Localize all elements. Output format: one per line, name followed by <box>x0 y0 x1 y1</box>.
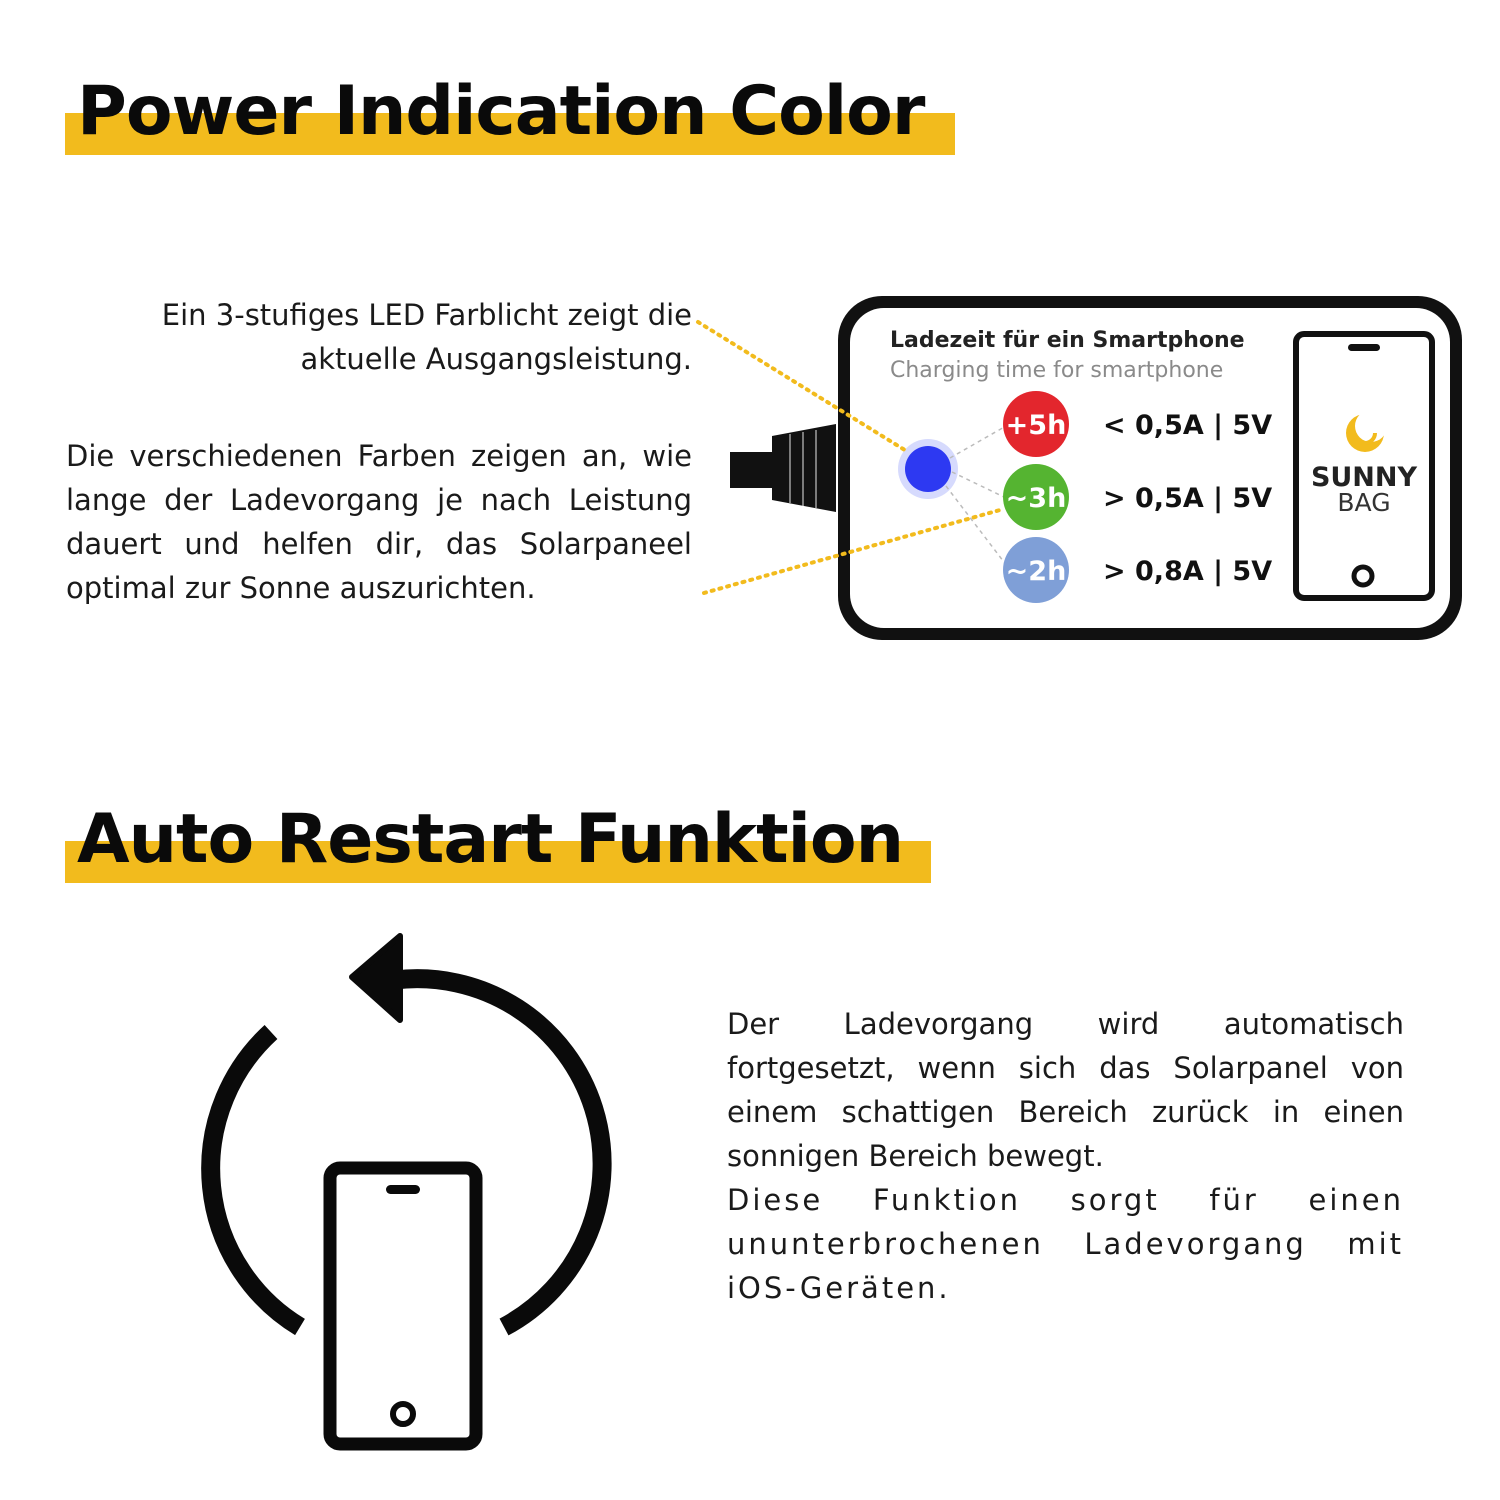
spec-level-2: > 0,5A | 5V <box>1103 483 1273 514</box>
device-label-de: Ladezeit für ein Smartphone <box>890 328 1245 353</box>
section2-title: Auto Restart Funktion <box>77 800 904 879</box>
restart-phone-home-button <box>393 1404 413 1424</box>
phone-speaker <box>1348 344 1380 351</box>
section1-body: Die verschiedenen Farben zeigen an, wie lange der Ladevorgang je nach Leistung dauert und helfen dir, das Solarpaneel optimal zur Sonne auszurichten. <box>66 439 692 605</box>
spec-level-3: > 0,8A | 5V <box>1103 556 1273 587</box>
section2-body1: Der Ladevorgang wird automatisch fortgesetzt, wenn sich das Solarpanel von einem schattigen Bereich zurück in einen sonnigen Bereich bewegt. <box>727 1007 1404 1173</box>
badge-level-2-text: ~3h <box>1005 483 1067 514</box>
section1-title: Power Indication Color <box>77 72 925 151</box>
brand-line1: SUNNY <box>1310 462 1418 493</box>
restart-phone-outline <box>330 1168 476 1444</box>
led-indicator <box>905 446 951 492</box>
spec-level-1: < 0,5A | 5V <box>1103 410 1273 441</box>
restart-arrowhead <box>352 936 400 1020</box>
badge-level-1-text: +5h <box>1005 410 1067 441</box>
brand-line2: BAG <box>1337 488 1391 517</box>
section1-intro: Ein 3-stufiges LED Farblicht zeigt die aktuelle Ausgangsleistung. <box>161 298 692 376</box>
restart-arc-right <box>395 979 602 1327</box>
badge-level-3-text: ~2h <box>1005 556 1067 587</box>
charge-indicator-illustration <box>0 0 1500 700</box>
device-label-en: Charging time for smartphone <box>890 358 1224 383</box>
restart-phone-speaker <box>386 1185 420 1194</box>
section2-body2: Diese Funktion sorgt für einen ununterbrochenen Ladevorgang mit iOS-Geräten. <box>727 1183 1404 1305</box>
restart-arc-left <box>211 1032 300 1327</box>
